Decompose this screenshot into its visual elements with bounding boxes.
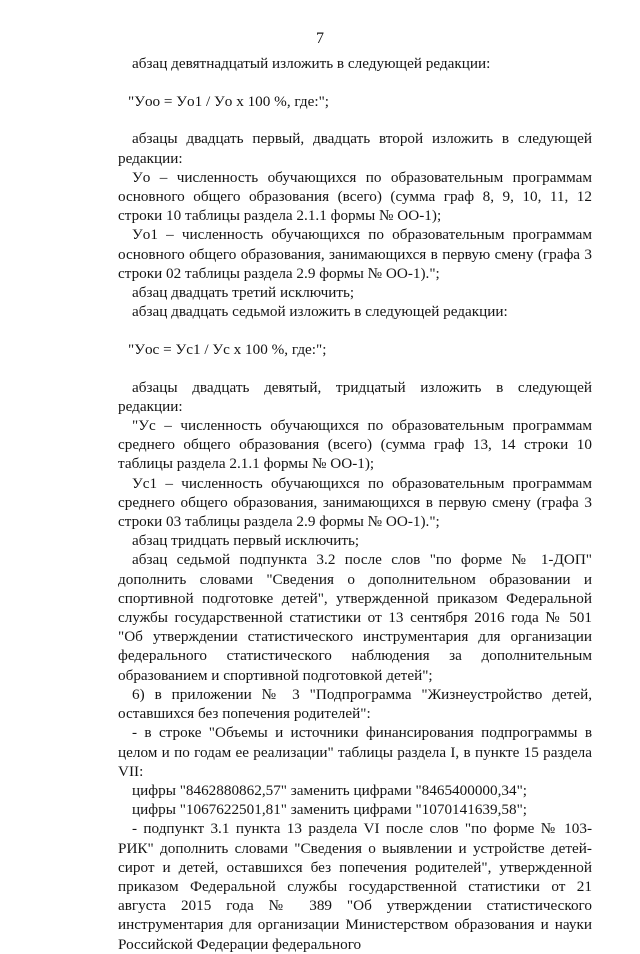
paragraph: "Уc – численность обучающихся по образовательным программам среднего общего образования (всего) (сумма граф 13, 14 строки 10 таблицы раздела 2.1.1 формы № ОО-1); [118,417,592,473]
formula: "Уoo = Уo1 / Уo x 100 %, где:"; [128,93,329,111]
paragraph: Уo – численность обучающихся по образовательным программам основного общего образования (всего) (сумма граф 8, 9, 10, 11, 12 строки 10 таблицы раздела 2.1.1 формы № ОО-1); [118,168,592,225]
document-body [118,54,592,954]
paragraph: абзац двадцать седьмой изложить в следующей редакции: [132,303,508,321]
paragraph: абзац тридцать первый исключить; [132,532,360,550]
paragraph: 6) в приложении № 3 "Подпрограмма "Жизнеустройство детей, оставшихся без попечения родителей": [118,685,592,723]
paragraph: - подпункт 3.1 пункта 13 раздела VI после слов "по форме № 103-РИК" дополнить словами "Сведения о выявлении и устройстве детей-сирот и детей, оставшихся без попечения родителей", утвержденной приказом Федеральной службы государственной статистики от 21 августа 2015 года № 389 "Об утверждении статистического инструментария для организации Министерством образования и науки Российской Федерации федерального [118,820,592,953]
paragraph: Уo1 – численность обучающихся по образовательным программам основного общего образования, занимающихся в первую смену (графа 3 строки 02 таблицы раздела 2.9 формы № ОО-1)."; [118,226,592,282]
paragraph: цифры "1067622501,81" заменить цифрами "1070141639,58"; [132,801,528,819]
paragraph: абзац седьмой подпункта 3.2 после слов "по форме № 1-ДОП" дополнить словами "Сведения о дополнительном образовании и спортивной подготовке детей", утвержденной приказом Федеральной службы государственной статистики от 13 сентября 2016 года № 501 "Об утверждении статистического инструментария для организации федерального статистического наблюдения за дополнительным образованием и спортивной подготовкой детей"; [118,551,592,684]
paragraph: абзацы двадцать девятый, тридцатый изложить в следующей редакции: [118,378,592,415]
paragraph: абзацы двадцать первый, двадцать второй изложить в следующей редакции: [118,130,592,167]
page-number: 7 [316,30,324,47]
formula: "Уoc = Уc1 / Уc x 100 %, где:"; [128,341,327,359]
paragraph: - в строке "Объемы и источники финансирования подпрограммы в целом и по годам ее реализации" таблицы раздела I, в пункте 15 раздела VII: [118,724,592,780]
paragraph: абзац двадцать третий исключить; [132,284,355,302]
paragraph: абзац девятнадцатый изложить в следующей редакции: [132,55,491,72]
paragraph: цифры "8462880862,57" заменить цифрами "8465400000,34"; [132,781,528,799]
paragraph: Уc1 – численность обучающихся по образовательным программам среднего общего образования, занимающихся в первую смену (графа 3 строки 03 таблицы раздела 2.9 формы № ОО-1)."; [118,474,592,531]
